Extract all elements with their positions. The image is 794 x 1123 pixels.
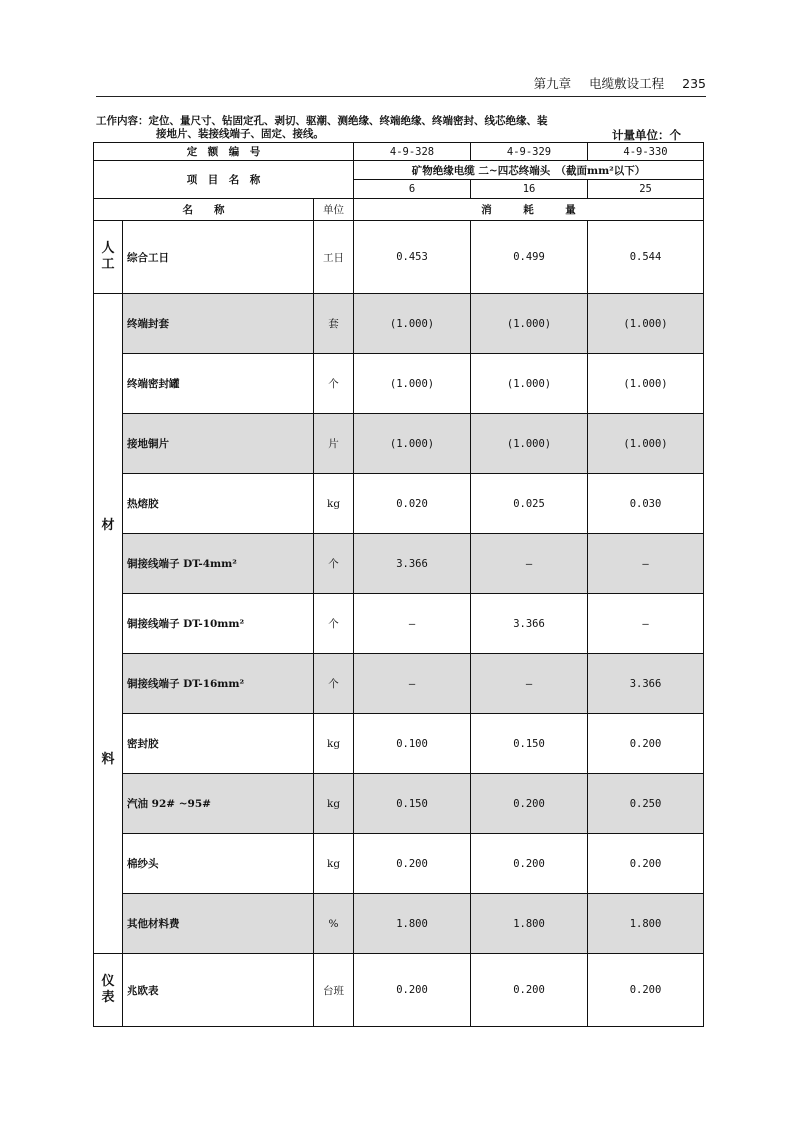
row-value: 0.200: [471, 774, 588, 834]
row-value: —: [588, 534, 704, 594]
table-row: [94, 954, 704, 1027]
row-value: 0.030: [588, 474, 704, 534]
row-unit: 个: [314, 354, 354, 414]
row-unit: 台班: [314, 954, 354, 1027]
row-value: (1.000): [471, 354, 588, 414]
row-name: 兆欧表: [123, 954, 314, 1027]
work-content-line2: 接地片、装接线端子、固定、接线。: [156, 128, 324, 140]
size-value: 25: [588, 180, 704, 199]
row-value: 0.200: [471, 954, 588, 1027]
column-consumption-header: 消 耗 量: [354, 199, 704, 221]
row-value: 0.200: [588, 954, 704, 1027]
size-value: 6: [354, 180, 471, 199]
table-row: [94, 714, 704, 774]
item-desc-row: [94, 161, 704, 180]
row-value: 0.200: [588, 714, 704, 774]
table-row: [94, 894, 704, 954]
table-row: [94, 354, 704, 414]
row-value: 0.020: [354, 474, 471, 534]
row-value: —: [354, 654, 471, 714]
row-name: 棉纱头: [123, 834, 314, 894]
row-name: 热熔胶: [123, 474, 314, 534]
row-value: (1.000): [588, 354, 704, 414]
table-row: [94, 654, 704, 714]
row-value: —: [471, 534, 588, 594]
table-row: [94, 834, 704, 894]
row-value: 0.453: [354, 221, 471, 294]
row-value: (1.000): [354, 294, 471, 354]
row-value: 3.366: [588, 654, 704, 714]
row-value: —: [588, 594, 704, 654]
row-value: 0.200: [588, 834, 704, 894]
quota-code-row: [94, 143, 704, 161]
category-labor: 人工: [94, 221, 123, 294]
row-value: 0.100: [354, 714, 471, 774]
row-value: 3.366: [471, 594, 588, 654]
row-name: 综合工日: [123, 221, 314, 294]
row-name: 接地铜片: [123, 414, 314, 474]
quota-code: 4-9-330: [588, 143, 704, 161]
row-unit: %: [314, 894, 354, 954]
quota-table: [93, 142, 704, 1027]
row-name: 铜接线端子 DT-10mm²: [123, 594, 314, 654]
row-name: 密封胶: [123, 714, 314, 774]
table-row: [94, 294, 704, 354]
row-value: 1.800: [588, 894, 704, 954]
row-name: 铜接线端子 DT-4mm²: [123, 534, 314, 594]
row-unit: 工日: [314, 221, 354, 294]
page-number: 235: [682, 76, 706, 91]
column-header-row: [94, 199, 704, 221]
quota-code-label: 定 额 编 号: [94, 143, 354, 161]
row-value: (1.000): [588, 294, 704, 354]
row-unit: 套: [314, 294, 354, 354]
row-value: 0.200: [354, 834, 471, 894]
row-value: (1.000): [354, 354, 471, 414]
table-row: [94, 414, 704, 474]
table-row: [94, 534, 704, 594]
work-content-line1: 工作内容：定位、量尺寸、钻固定孔、剥切、驱潮、测绝缘、终端绝缘、终端密封、线芯绝缘、装: [96, 115, 548, 127]
row-unit: kg: [314, 714, 354, 774]
row-name: 终端封套: [123, 294, 314, 354]
row-value: 0.499: [471, 221, 588, 294]
table-row: [94, 221, 704, 294]
row-unit: kg: [314, 474, 354, 534]
table-row: [94, 474, 704, 534]
row-value: —: [354, 594, 471, 654]
row-name: 汽油 92# ~95#: [123, 774, 314, 834]
item-description: 矿物绝缘电缆 二~四芯终端头 （截面mm²以下）: [354, 161, 704, 180]
table-row: [94, 594, 704, 654]
quota-code: 4-9-328: [354, 143, 471, 161]
item-name-label: 项 目 名 称: [94, 161, 354, 199]
measurement-unit: 计量单位：个: [612, 128, 681, 142]
category-material: 材 料: [94, 294, 123, 954]
row-value: (1.000): [471, 294, 588, 354]
row-value: 0.200: [471, 834, 588, 894]
row-value: —: [471, 654, 588, 714]
row-value: 1.800: [471, 894, 588, 954]
size-value: 16: [471, 180, 588, 199]
column-unit-header: 单位: [314, 199, 354, 221]
row-value: (1.000): [354, 414, 471, 474]
row-value: 3.366: [354, 534, 471, 594]
row-value: 0.544: [588, 221, 704, 294]
row-unit: kg: [314, 774, 354, 834]
row-value: 0.250: [588, 774, 704, 834]
quota-code: 4-9-329: [471, 143, 588, 161]
chapter-label: 第九章: [533, 76, 572, 91]
row-value: 0.025: [471, 474, 588, 534]
row-name: 其他材料费: [123, 894, 314, 954]
row-value: 0.200: [354, 954, 471, 1027]
row-value: 1.800: [354, 894, 471, 954]
row-unit: 个: [314, 594, 354, 654]
row-name: 铜接线端子 DT-16mm²: [123, 654, 314, 714]
row-unit: 个: [314, 534, 354, 594]
column-name-header: 名 称: [94, 199, 314, 221]
row-name: 终端密封罐: [123, 354, 314, 414]
row-unit: 个: [314, 654, 354, 714]
row-value: 0.150: [354, 774, 471, 834]
row-unit: kg: [314, 834, 354, 894]
row-value: (1.000): [471, 414, 588, 474]
row-value: (1.000): [588, 414, 704, 474]
row-value: 0.150: [471, 714, 588, 774]
row-unit: 片: [314, 414, 354, 474]
category-instrument: 仪表: [94, 954, 123, 1027]
chapter-title: 电缆敷设工程: [589, 76, 665, 91]
page-header: [96, 74, 706, 97]
table-row: [94, 774, 704, 834]
